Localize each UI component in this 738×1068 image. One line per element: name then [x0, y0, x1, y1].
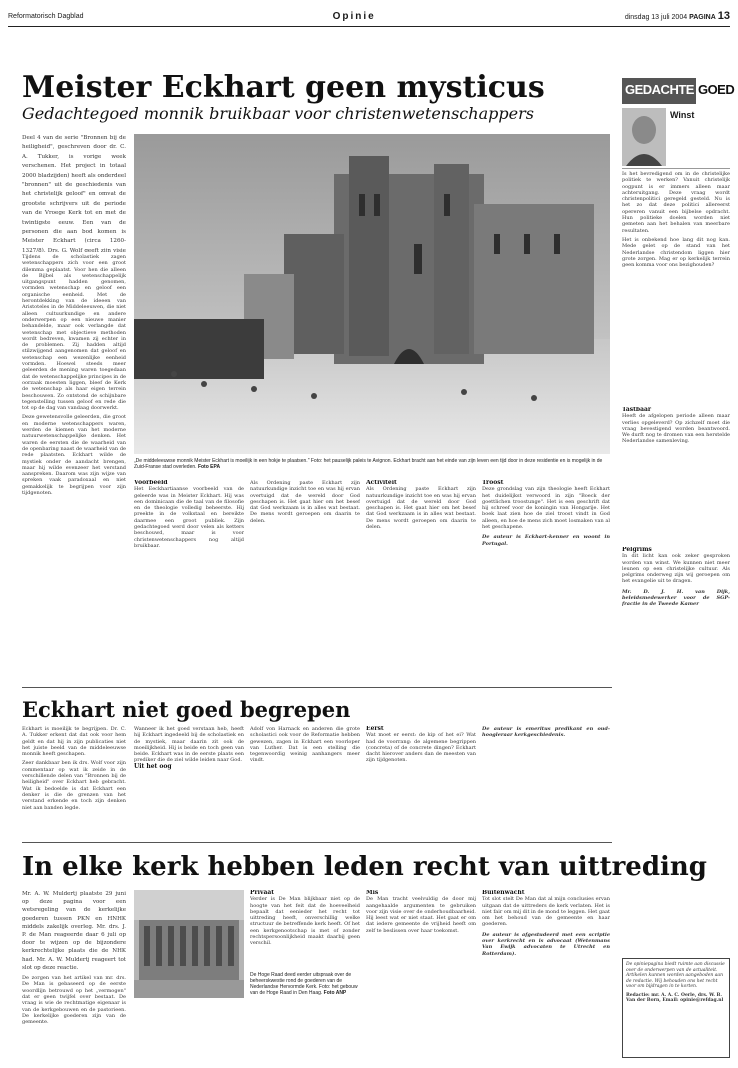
brand-part1: GEDACHTE	[622, 78, 696, 104]
article1-author-note: De auteur is Eckhart-kenner en woont in Portugal.	[482, 534, 610, 547]
article3-col3-top	[250, 890, 360, 970]
article1-body4: Als Ordening paste Eckhart zijn natuurkundige inzicht toe en was hij ervan overtuigd dat de wereld door God geschapen is. Het gaat hier om het besef dat God werkzaam is in alles wat bestaat. De mens wordt geroepen om daarin te delen.	[366, 486, 476, 531]
page-info	[625, 10, 730, 22]
article1-subhead-activiteit: Activiteit	[366, 480, 397, 486]
sidebar-brand	[622, 78, 735, 104]
article3-author-note: De auteur is afgestudeerd met een scriptie over kerkrecht en is advocaat (Wetenmans Van Ewijk advocaten te Utrecht en Rotterdam).	[482, 931, 610, 957]
divider-1	[22, 687, 612, 688]
article3-photo-caption	[250, 972, 360, 1000]
article3-subhead-buitenwacht: Buitenwacht	[482, 890, 525, 896]
date-label: dinsdag 13 juli 2004	[624, 14, 688, 21]
court-building-image	[134, 890, 244, 998]
section-name: Opinie	[332, 10, 376, 22]
article2-headline: Eckhart niet goed begrepen	[22, 697, 351, 722]
sidebar-body2: Het is onbekend hoe lang dit nog kan. Mede gelet op de stand van het Nederlandse christendom liggen hier grote zorgen. Mag er op kerkelijk terrein geen komma voor ons bezighouden?	[622, 236, 730, 269]
article3-photo	[134, 890, 244, 998]
article1-body-col2	[134, 480, 244, 682]
article1-body5: Deze grondslag van zijn theologie heeft Eckhart het duidelijkst verwoord in zijn "Boeck der goettlichen troostunge". Het is een geschrift dat hij schreef voor de koningin van Hongarije. Het boek laat zien hoe de ziel troost vindt in God alleen, en hoe de mens zich moet losmaken van al het geschapene.	[482, 486, 610, 531]
article3-headline: In elke kerk hebben leden recht van uittreding	[22, 852, 707, 882]
article1-headline: Meister Eckhart geen mysticus	[22, 70, 545, 105]
article3-intro: Mr. A. W. Muldertj plaatste 29 juni op deze pagina voor een wetsregeling van de kerkelijke goederen tussen PKN en HNHK middels zakelijk overleg. Mr. drs. J. P. de Man reageerde daar 6 juli op door te wijzen op de bijzondere kerkrechtelijke plaats die de NHK had. Mr. A. W. Muldertj reageert tot slot op deze reactie.	[22, 891, 126, 971]
article2-subhead-eerst: Eerst	[366, 726, 384, 732]
article3-col1	[22, 890, 126, 1060]
sidebar-body3: Heeft de afgelopen periode alleen maar verlies opgeleverd? Op zichzelf moet die vraag bevestigend worden beantwoord. We durft nog te dromen van een herstelde Nederlandse samenleving.	[622, 413, 730, 445]
article2-col3	[250, 726, 360, 838]
sidebar-title: Winst	[670, 110, 695, 120]
article3-subhead-mis: Mis	[366, 890, 379, 896]
article1-photo-caption	[134, 458, 610, 474]
article2-body2: Zeer dankbaar ben ik drs. Wolf voor zijn commentaar op wat ik zeide in de verschillende delen van "Bronnen bij de heiligheid" over Eckhart heb gebracht. Wat ik bedoelde is dat Eckhart een denker is die de grenzen van het verstand erkende en toch zijn denken niet aan banden legde.	[22, 760, 126, 811]
gedachtegoed-logo	[622, 78, 735, 104]
article1-subheadline: Gedachtegoed monnik bruikbaar voor christenwetenschappers	[22, 104, 534, 123]
info-box-text: De opiniepagina biedt ruimte aan discussie over de onderwerpen van de actualiteit. Artikelen kunnen worden aangeboden aan de redactie. Wij behouden ons het recht voor om bijdragen in te korten.	[626, 962, 725, 989]
sidebar-body1: Is het bevredigend om in de christelijke politiek te werken? Vanuit christelijk oogpunt is er immers alleen maar achteruitgang. Deze vraag wordt christenpolitici geregeld gesteld. Nu is het zo dat deze politici allereerst opereren vanuit een bijbelse opdracht. Hun politieke doelen worden niet gemeten aan het behalen van meerbare resultaten.	[622, 171, 730, 234]
sidebar-column	[622, 108, 730, 979]
divider-2	[22, 842, 612, 843]
article3-photo-credit: Foto ANP	[323, 990, 347, 996]
page-label: PAGINA	[689, 14, 716, 21]
article2-author-note: De auteur is emeritus predikant en oud-hoogleraar kerkgeschiedenis.	[482, 726, 610, 739]
article1-subhead-troost: Troost	[482, 480, 504, 486]
sidebar-pics	[622, 108, 730, 166]
page-number: 13	[717, 10, 730, 22]
article3-body2: Verder is De Man blijkbaar niet op de hoogte van het feit dat de hoeveelheid bepaalt dat eenieder het recht tot uittreding heeft, onverschillig welke structuur de betreffende kerk heeft. Of het een kerkgenootschap is met of zonder rechtspersoonlijkheid maakt daarbij geen verschil.	[250, 896, 360, 947]
article1-body3: Het Eeckhartiaanse voorbeeld van de geleerde was in Meister Eckhart. Hij was een dominicaan die de taal van de filosofie en de theologie volledig beheerste. Hij preekte in de volkstaal en bereikte daarmee een groot publiek. Zijn gedachtegoed werd door velen als ketters beschouwd, maar is voor christenwetenschappers nog altijd bruikbaar.	[134, 486, 244, 549]
sidebar-body4: In dit licht kan ook zeker gesproken worden van winst. We kunnen niet meer leunen op een christelijke cultuur. Als pelgrims onderweg zijn wij geroepen om het evangelie uit te dragen.	[622, 553, 730, 585]
sidebar-body-3	[622, 547, 730, 979]
article2-col2	[134, 726, 244, 838]
article3-col4	[366, 890, 476, 1060]
article1-body1: Tijdens de scholastiek zagen wetenschappers zich voor een groot dilemma geplaatst. Voor hen die alleen de Bijbel als wetenschappelijk uitgangspunt hadden genomen, vormden wetenschap en geloof een organische eenheid. Met de herontdekking van de ideeen van Aristoteles in de Middeleeuwen, die niet alleen cultuurkundige en andere onderwerpen op een nieuwe manier behandelde, maar ook verlangde dat wetenschap met objectieve methoden wordt bedreven, kwamen zij echter in de problemen. Zij hadden altijd stilzwijgend aangenomen dat geloof en wetenschap een wezenlijke eenheid vormden. Hoewel steeds meer geleerden de mening waren toegedaan dat de wetenschappelijke principes in de oorzaak moesten liggen, bleef de Kerk de wetenschap als haar eigen terrein beschouwen. Zo ontstond de schijnbare tegenstelling tussen geloof en rede die tot op de dag van vandaag doorwerkt.	[22, 254, 126, 412]
article3-body1: De zorgen van het artikel van mr. drs. De Man is gebaseerd op de eerste woordlijn betrouwd op het „vermogen" dat er geen twijfel over bestaat. De vraag is wie de rechtmatige eigenaar is van de kerkgebouwen en de pastorieen. De kerkelijke goederen zijn van de gemeente.	[22, 975, 126, 1026]
sidebar-body-2	[622, 407, 730, 547]
article1-body-col4	[366, 480, 476, 682]
palace-image	[134, 134, 610, 454]
article1-body4-text: Als Ordening paste Eckhart zijn natuurkundige inzicht toe en was hij ervan overtuigd dat de wereld door God geschapen is. Het gaat hier om het besef dat God werkzaam is in alles wat bestaat. De mens wordt geroepen om daarin te delen.	[250, 480, 360, 524]
article3-body3: De Man tracht veelvuldig de door mij aangehaalde argumenten te gebruiken voor zijn visie over de onderhoudbaarheid. Hij leest wat er niet staat. Het gaat er om dat iedere gemeente de vrijheid heeft om zelf te beslissen over haar toekomst.	[366, 896, 476, 934]
article2-subhead-uit-het-oog: Uit het oog	[134, 762, 172, 770]
page-header	[8, 8, 730, 24]
article1-subhead-voorbeeld: Voorbeeld	[134, 480, 168, 486]
article1-photo-credit: Foto EPA	[197, 464, 221, 470]
sidebar-subhead-pelgrims: Pelgrims	[622, 547, 652, 553]
info-box-editors: Redactie: mr. A. A. C. Oerle, drs. W. B. Van der Born, Email: opinie@refdag.nl	[626, 992, 724, 1003]
sidebar-info-box	[622, 958, 730, 1058]
paper-name: Reformatorisch Dagblad	[8, 12, 84, 20]
article1-photo	[134, 134, 610, 454]
article1-body-col5	[482, 480, 610, 682]
article3-col5	[482, 890, 610, 1060]
sidebar-rule	[622, 168, 730, 169]
article2-col1	[22, 726, 126, 838]
article3-body4: Tot slot stelt De Man dat al mijn conclusies ervan uitgaan dat de uittreders de kerk verlaten. Het is niet fair om mij dit in de mond te leggen. Het gaat om het behoud van de gemeente en haar goederen.	[482, 896, 610, 928]
article2-body4: Wat moet er eerst: de kip of het ei? Wat had de voorrang: de algemene begrippen (concreta) of de concrete dingen? Eckhart dacht hierover anders dan de meesten van zijn tijdgenoten.	[366, 732, 476, 764]
article3-caption-text: De Hoge Raad deed eerder uitspraak over de beheerskwestie rond de goederen van de Nederlandse Hervormde Kerk. Foto: het gebouw van de Hoge Raad in Den Haag.	[250, 972, 358, 996]
article2-body1: Eckhart is moeilijk te begrijpen. Dr. C. A. Tukker erkent dat dat ook voor hem geldt en dat hij in zijn publicaties niet het juiste beeld van de middeleeuwse monnik heeft geschapen.	[22, 726, 126, 758]
sidebar-author-note: Mr. D. J. H. van Dijk, beleidsmedewerker voor de SGP-fractie in de Tweede Kamer	[622, 588, 730, 608]
brand-part2: GOED	[696, 78, 737, 104]
article1-intro: Deel 4 van de serie "Bronnen bij de heiligheid", geschreven door dr. C. A. Tukker, is vorige week verschenen. Het project in totaal 2000 bladzijden) heeft als onderdeel "bronnen" uit de geschiedenis van het christelijk geloof" en omvat de grootste schrijvers uit de periode van de Vroege Kerk tot en met de twintigste eeuw. Een van de personen die aan bod komen is Meister Eckhart (circa 1260-1327/8). Drs. G. Wolf geeft zijn visie	[22, 135, 126, 252]
author-portrait	[622, 108, 666, 166]
article2-body3: Wanneer ik het goed verstaan heb, heeft hij Eckhart ingedeeld bij de scholastiek en de mystiek, maar daarin zit ook de moeilijkheid. Hij is beide en toch geen van beide. Eckhart was in de eerste plaats een prediker die de ziel wilde leiden naar God.	[134, 726, 244, 764]
header-rule	[8, 26, 730, 27]
article2-col4	[366, 726, 476, 838]
article3-subhead-privaat: Privaat	[250, 890, 274, 896]
article2-col5	[482, 726, 610, 838]
article2-body5: Adolf von Harnack en anderen die grote scholastici ook voor de Reformatie hebben gewezen, zagen in Eckhart een voorloper van Luther. Dat is een stelling die tegenwoordig weinig aanhangers meer vindt.	[250, 726, 360, 764]
article1-caption-text: „De middeleeuwse monnik Meister Eckhart is moeilijk in een hokje te plaatsen." Foto: het pauselijk paleis te Avignon. Eckhart bracht aan het einde van zijn leven een tijd door in deze residentie en is mogelijk in de Zuid-Franse stad overleden.	[134, 458, 603, 470]
article1-body-col1	[22, 254, 126, 682]
sidebar-subhead-tastbaar: Tastbaar	[622, 407, 652, 413]
article1-body2: Deze gewetensvolle geleerden, die groot en moderne wetenschappers waren, werden de kiemen van het moderne natuurwetenschappelijke denken. Het waren de eersten die de waarheid van de openbaring naast de waarheid van de rede plaatsten. Eckhart wilde de mystiek onder de aandacht brengen, maar hij wilde evenzeer het verstand aanspreken. Daarom was zijn wijze van spreken vaak paradoxaal en niet gemakkelijk te begrijpen voor zijn tijdgenoten.	[22, 414, 126, 496]
article1-body-col3	[250, 480, 360, 682]
sidebar-body-1	[622, 171, 730, 407]
